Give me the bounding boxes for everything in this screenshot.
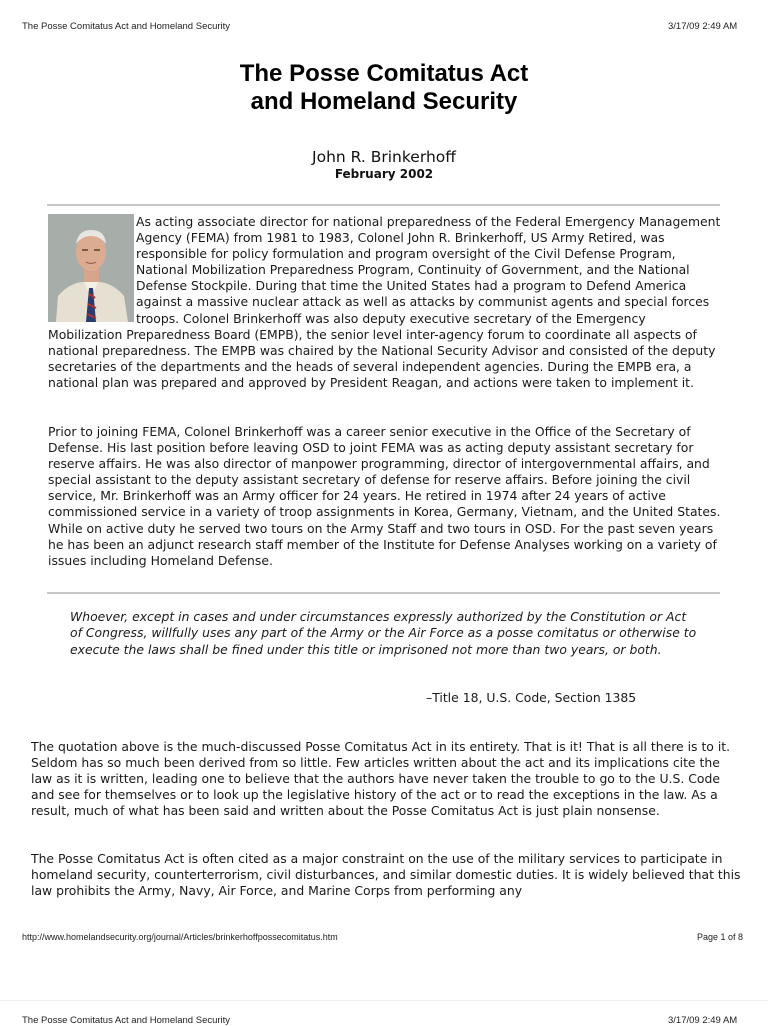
footer-url-link[interactable]: http://www.homelandsecurity.org/journal/Articles/brinkerhoffpossecomitatus.htm — [22, 932, 338, 942]
footer-page-number: Page 1 of 8 — [697, 932, 744, 942]
publication-date: February 2002 — [334, 167, 434, 181]
author-bio — [48, 214, 723, 391]
body-paragraph-1: The quotation above is the much-discussed Posse Comitatus Act in its entirety. That is it! That is all there is to it. Seldom has so much been derived from so little. Few articles written about the act and its implications cite the law as it is written, leading one to believe that the authors have never taken the trouble to go to the U.S. Code and see for themselves or to look up the legislative history of the act or to read the exceptions in the law. As a result, much of what has been said and written about the Posse Comitatus Act is just plain nonsense. — [31, 739, 731, 819]
author-bio-text: As acting associate director for national preparedness of the Federal Emergency Management Agency (FEMA) from 1981 to 1983, Colonel John R. Brinkerhoff, US Army Retired, was responsible for policy formulation and program oversight of the Civil Defense Program, National Mobilization Preparedness Program, Continuity of Government, and the National Defense Stockpile. During that time the United States had a program to Defend America against a massive nuclear attack as well as attacks by communist agents and special forces troops. Colonel Brinkerhoff was also deputy executive secretary of the Emergency Mobilization Preparedness Board (EMPB), the senior level inter-agency forum to coordinate all aspects of national preparedness. The EMPB was chaired by the National Security Advisor and consisted of the deputy secretaries of the departments and the heads of several independent agencies. During the EMPB era, a national plan was prepared and approved by President Reagan, and actions were taken to implement it. — [48, 214, 721, 390]
page-break — [0, 1000, 768, 1001]
author-photo — [48, 214, 134, 322]
print-header-timestamp: 3/17/09 2:49 AM — [668, 21, 738, 32]
next-page-header-timestamp: 3/17/09 2:49 AM — [668, 1015, 738, 1026]
article-title — [0, 60, 768, 116]
article-title-line-2: and Homeland Security — [250, 88, 518, 115]
divider-top — [47, 204, 720, 206]
divider-middle — [47, 592, 720, 594]
author-bio-paragraph-2: Prior to joining FEMA, Colonel Brinkerhoff was a career senior executive in the Office of the Secretary of Defense. His last position before leaving OSD to joint FEMA was as acting deputy assistant secretary for reserve affairs. He was also director of manpower programming, director of intergovernmental affairs, and special assistant to the deputy assistant secretary of defense for reserve affairs. Before joining the civil service, Mr. Brinkerhoff was an Army officer for 24 years. He retired in 1974 after 24 years of active commissioned service in a variety of troop assignments in Korea, Germany, Vietnam, and the United States. While on active duty he served two tours on the Army Staff and two tours in OSD. For the past seven years he has been an adjunct research staff member of the Institute for Defense Analyses working on a variety of issues including Homeland Defense. — [48, 424, 721, 568]
statute-citation: –Title 18, U.S. Code, Section 1385 — [426, 690, 637, 705]
next-page-header-title: The Posse Comitatus Act and Homeland Security — [22, 1015, 231, 1026]
print-header-title: The Posse Comitatus Act and Homeland Security — [22, 21, 231, 32]
body-paragraph-2: The Posse Comitatus Act is often cited as a major constraint on the use of the military services to participate in homeland security, counterterrorism, civil disturbances, and similar domestic duties. It is widely believed that this law prohibits the Army, Navy, Air Force, and Marine Corps from performing any — [31, 851, 741, 899]
article-title-line-1: The Posse Comitatus Act — [239, 60, 529, 87]
author-name: John R. Brinkerhoff — [312, 148, 456, 166]
statute-quote: Whoever, except in cases and under circumstances expressly authorized by the Constitution or Act of Congress, willfully uses any part of the Army or the Air Force as a posse comitatus or otherwise to execute the laws shall be fined under this title or imprisoned not more than two years, or both. — [70, 609, 697, 657]
author-portrait-image — [48, 214, 134, 322]
